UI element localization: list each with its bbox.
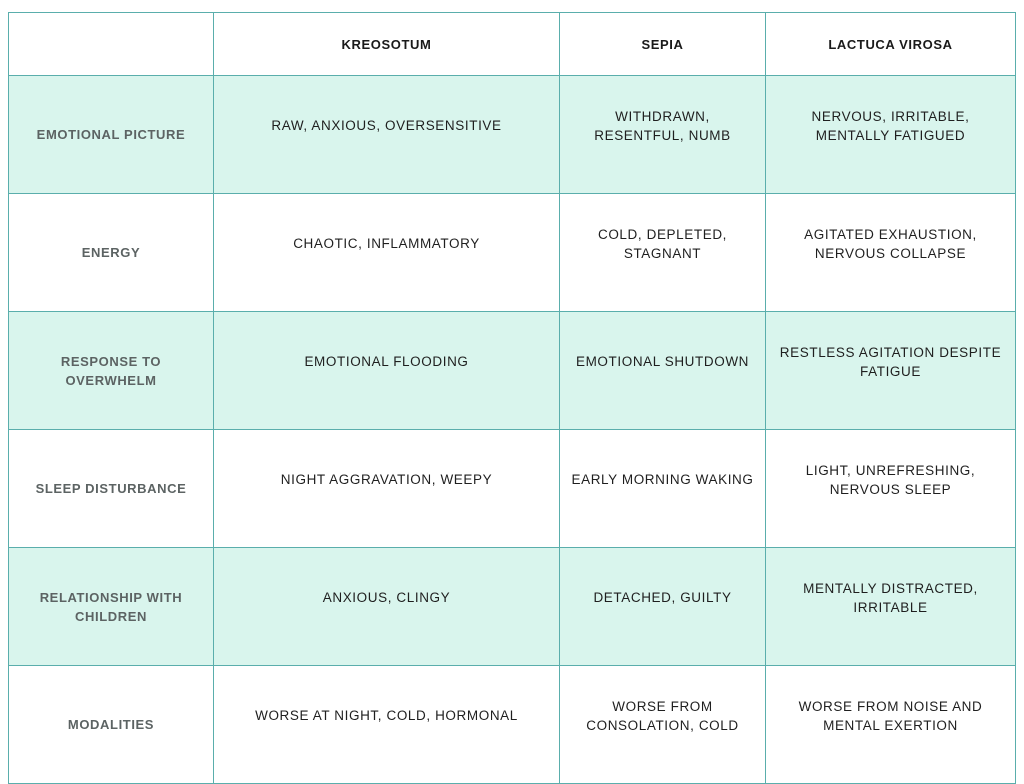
table-cell: EMOTIONAL FLOODING	[214, 312, 560, 430]
column-header-kreosotum: KREOSOTUM	[214, 13, 560, 76]
row-label: SLEEP DISTURBANCE	[9, 430, 214, 548]
table-cell: WORSE FROM NOISE AND MENTAL EXERTION	[766, 666, 1016, 784]
row-label: RESPONSE TO OVERWHELM	[9, 312, 214, 430]
table-row	[9, 194, 1016, 312]
table-cell: DETACHED, GUILTY	[560, 548, 766, 666]
row-label: ENERGY	[9, 194, 214, 312]
table-row	[9, 548, 1016, 666]
corner-cell	[9, 13, 214, 76]
row-label: MODALITIES	[9, 666, 214, 784]
table-cell: NERVOUS, IRRITABLE, MENTALLY FATIGUED	[766, 76, 1016, 194]
table-cell: RESTLESS AGITATION DESPITE FATIGUE	[766, 312, 1016, 430]
table-cell: MENTALLY DISTRACTED, IRRITABLE	[766, 548, 1016, 666]
comparison-table-container	[8, 12, 1015, 784]
row-label: RELATIONSHIP WITH CHILDREN	[9, 548, 214, 666]
table-cell: ANXIOUS, CLINGY	[214, 548, 560, 666]
table-cell: WORSE FROM CONSOLATION, COLD	[560, 666, 766, 784]
table-cell: WITHDRAWN, RESENTFUL, NUMB	[560, 76, 766, 194]
table-cell: LIGHT, UNREFRESHING, NERVOUS SLEEP	[766, 430, 1016, 548]
column-header-sepia: SEPIA	[560, 13, 766, 76]
table-cell: WORSE AT NIGHT, COLD, HORMONAL	[214, 666, 560, 784]
table-cell: EMOTIONAL SHUTDOWN	[560, 312, 766, 430]
row-label: EMOTIONAL PICTURE	[9, 76, 214, 194]
table-cell: AGITATED EXHAUSTION, NERVOUS COLLAPSE	[766, 194, 1016, 312]
table-cell: NIGHT AGGRAVATION, WEEPY	[214, 430, 560, 548]
table-cell: CHAOTIC, INFLAMMATORY	[214, 194, 560, 312]
table-row	[9, 76, 1016, 194]
table-cell: COLD, DEPLETED, STAGNANT	[560, 194, 766, 312]
header-row	[9, 13, 1016, 76]
remedy-comparison-table	[8, 12, 1016, 784]
table-row	[9, 666, 1016, 784]
table-cell: RAW, ANXIOUS, OVERSENSITIVE	[214, 76, 560, 194]
table-cell: EARLY MORNING WAKING	[560, 430, 766, 548]
table-row	[9, 312, 1016, 430]
column-header-lactuca-virosa: LACTUCA VIROSA	[766, 13, 1016, 76]
table-row	[9, 430, 1016, 548]
